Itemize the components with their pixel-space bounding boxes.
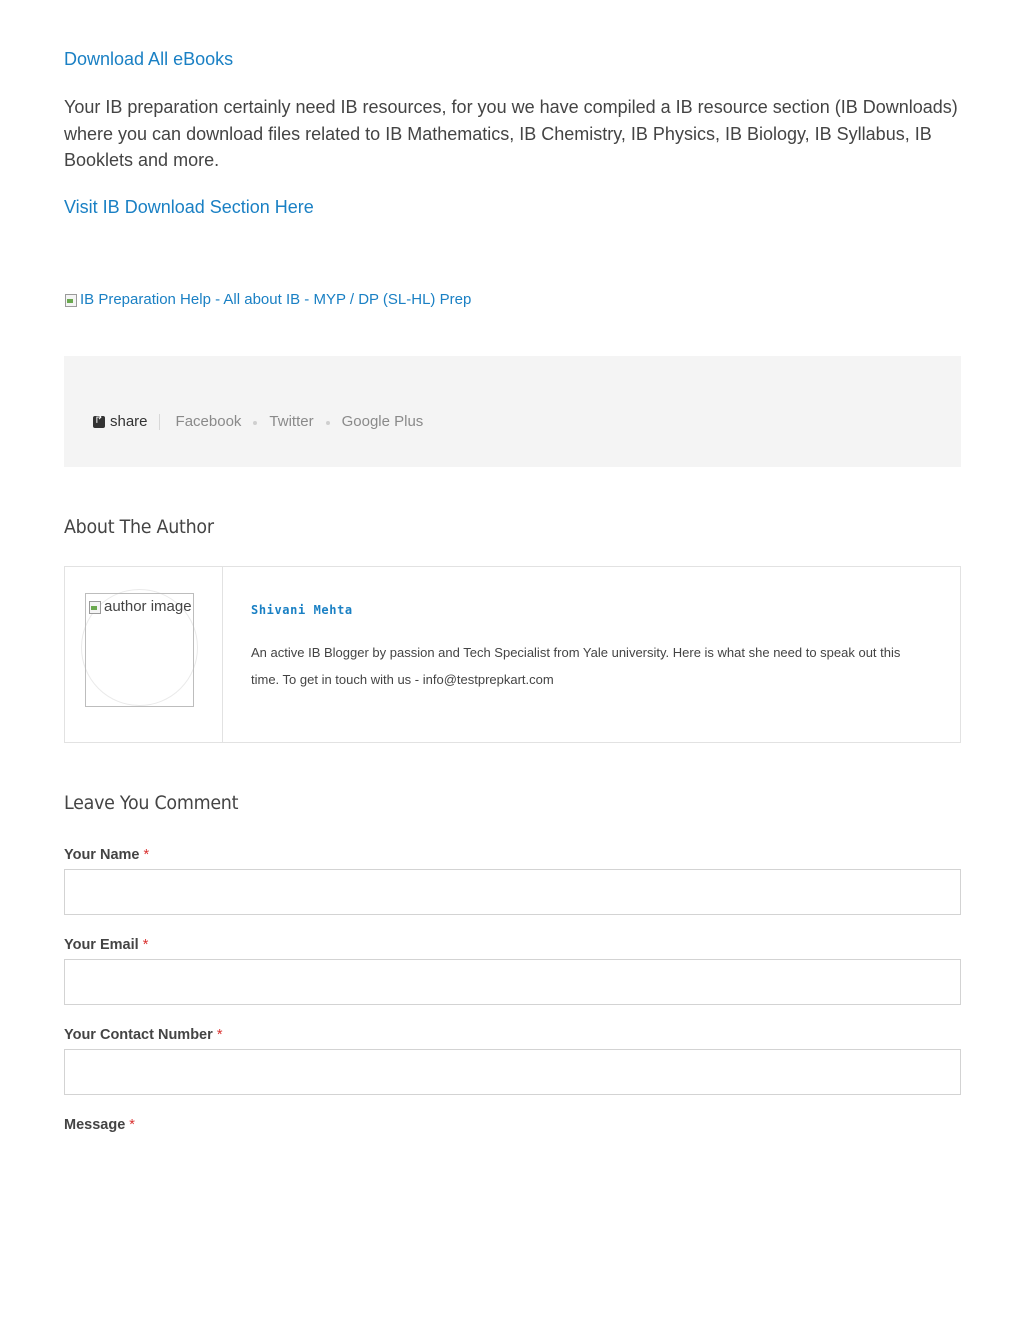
message-label-text: Message (64, 1117, 126, 1133)
download-ebooks-link[interactable]: Download All eBooks (64, 49, 234, 69)
author-image-column (65, 567, 223, 742)
share-bar (64, 356, 961, 467)
broken-image-icon (88, 599, 102, 615)
comment-heading: Leave You Comment (64, 792, 239, 814)
author-bio: An active IB Blogger by passion and Tech Specialist from Yale university. Here is what she need to speak out this time. To get in touch with us - info@testprepkart.com (251, 645, 901, 687)
avatar-alt (88, 598, 192, 615)
share-google-plus-link[interactable]: Google Plus (341, 413, 424, 430)
intro-paragraph: Your IB preparation certainly need IB resources, for you we have compiled a IB resource section (IB Downloads) where you can download files related to IB Mathematics, IB Chemistry, IB Physics, IB Biology, IB Syllabus, IB Booklets and more. (64, 97, 958, 170)
required-marker: * (142, 937, 149, 953)
avatar-alt-text: author image (104, 598, 192, 615)
separator-dot (326, 421, 330, 425)
banner-alt-text: IB Preparation Help - All about IB - MYP / DP (SL-HL) Prep (80, 291, 472, 308)
name-label-text: Your Name (64, 847, 140, 863)
share-icon (93, 416, 105, 428)
share-twitter-link[interactable]: Twitter (269, 413, 314, 430)
contact-field-label (64, 1027, 222, 1043)
author-box (64, 566, 961, 743)
broken-image-icon (64, 292, 78, 308)
share-label: share (110, 413, 148, 430)
email-field[interactable] (64, 959, 961, 1005)
required-marker: * (143, 847, 150, 863)
about-author-heading: About The Author (64, 516, 214, 538)
banner-image-link[interactable] (64, 291, 471, 308)
author-name-link[interactable]: Shivani Mehta (251, 603, 353, 617)
email-field-label (64, 937, 148, 953)
email-label-text: Your Email (64, 937, 139, 953)
separator-dot (253, 421, 257, 425)
contact-label-text: Your Contact Number (64, 1027, 213, 1043)
required-marker: * (129, 1117, 135, 1133)
name-field[interactable] (64, 869, 961, 915)
avatar (85, 593, 194, 707)
visit-download-section-link[interactable]: Visit IB Download Section Here (64, 197, 314, 217)
required-marker: * (216, 1027, 223, 1043)
message-field-label (64, 1117, 135, 1133)
share-divider (159, 414, 160, 430)
name-field-label (64, 847, 149, 863)
contact-number-field[interactable] (64, 1049, 961, 1095)
share-facebook-link[interactable]: Facebook (175, 413, 242, 430)
share-row (93, 413, 423, 430)
